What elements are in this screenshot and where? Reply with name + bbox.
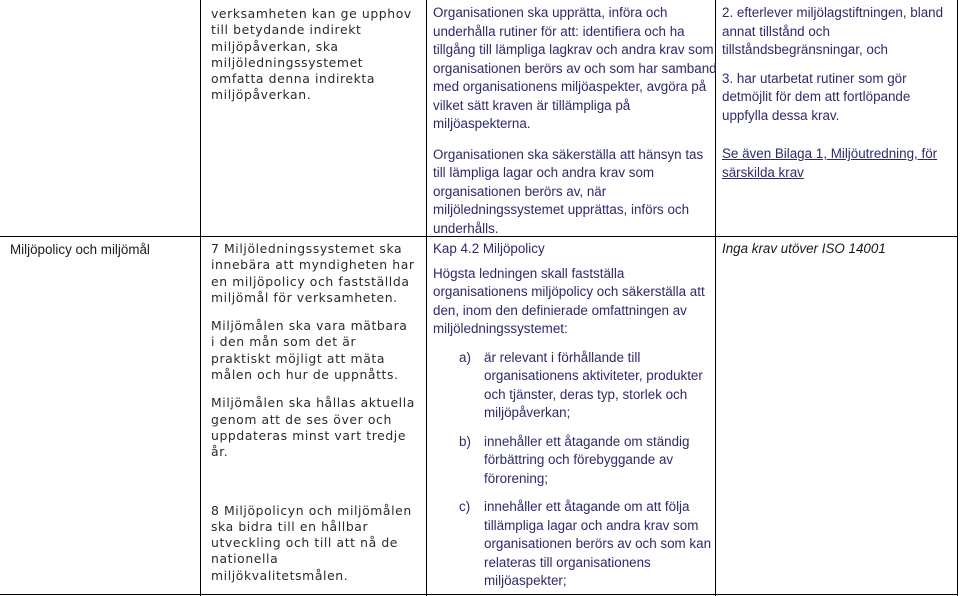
list-item xyxy=(433,433,718,489)
row2-col4 xyxy=(722,240,954,259)
row1-col2-text xyxy=(211,6,416,104)
row2-col3 xyxy=(433,240,718,591)
requirement-text: Miljömålen ska hållas aktuella genom att de ses över och uppdateras minst vart tredje år. xyxy=(211,395,415,460)
comment-item: 3. har utarbetat rutiner som gör detmöjlit för dem att fortlöpande uppfylla dessa krav. xyxy=(722,70,911,123)
column-divider xyxy=(200,0,201,596)
appendix-link[interactable]: Se även Bilaga 1, Miljöutredning, för särskilda krav xyxy=(722,146,938,180)
section-title: Miljöpolicy och miljömål xyxy=(10,242,150,257)
list-item-text: innehåller ett åtagande om att följa tillämpliga lagar och andra krav som organisationen berörs av och som kan relateras till organisationens miljöaspekter; xyxy=(484,499,712,588)
requirement-text: verksamheten kan ge upphov till betydande indirekt miljöpåverkan, ska miljöledningssystemet omfatta denna indirekta miljöpåverkan. xyxy=(211,6,412,103)
list-item-label: c) xyxy=(459,499,471,514)
iso-requirement-text: Organisationen ska säkerställa att hänsyn tas till lämpliga lagar och andra krav som organisationen berörs av, när miljöledningssystemet upprättas, införs och underhålls. xyxy=(433,146,704,236)
iso-requirement-text: Högsta ledningen skall fastställa organisationens miljöpolicy och säkerställa att den, inom den definierade omfattningen av miljöledningssystemet: xyxy=(433,265,705,336)
requirement-text: 7 Miljöledningssystemet ska innebära att myndigheten har en miljöpolicy och fastställda miljömål för verksamheten. xyxy=(211,241,415,305)
iso-requirement-text: Organisationen ska upprätta, införa och underhålla rutiner för att: identifiera och ha tillgång till lämpliga lagkrav och andra krav som organisationen berörs av och som har samband med organisationens miljöaspekter, avgöra på vilket sätt kraven är tillämpliga på miljöaspekterna. xyxy=(433,5,717,131)
row1-col4 xyxy=(722,4,954,182)
list-item-label: b) xyxy=(459,433,471,449)
requirement-text: Miljömålen ska vara mätbara i den mån som det är praktiskt möjligt att mäta målen och hur de uppnåtts. xyxy=(211,318,408,383)
list-item-text: är relevant i förhållande till organisationens aktiviteter, produkter och tjänster, deras typ, storlek och miljöpåverkan; xyxy=(484,349,703,420)
column-divider xyxy=(957,0,958,596)
row1-col3 xyxy=(433,4,718,238)
list-item xyxy=(433,498,718,591)
row2-col2 xyxy=(211,241,416,584)
row-divider xyxy=(0,594,958,595)
policy-list xyxy=(433,349,718,591)
comment-item: 2. efterlever miljölagstiftningen, bland annat tillstånd och tillståndsbegränsningar, och xyxy=(722,5,944,57)
list-item xyxy=(433,349,718,423)
column-divider xyxy=(426,0,427,596)
chapter-heading: Kap 4.2 Miljöpolicy xyxy=(433,241,545,256)
row2-col1 xyxy=(10,241,185,259)
requirement-text: 8 Miljöpolicyn och miljömålen ska bidra till en hållbar utveckling och till att nå de nationella miljökvalitetsmålen. xyxy=(211,502,412,583)
comment-text: Inga krav utöver ISO 14001 xyxy=(722,241,886,256)
list-item-text: innehåller ett åtagande om ständig förbättring och förebyggande av förorening; xyxy=(484,433,690,486)
list-item-label: a) xyxy=(459,349,471,365)
